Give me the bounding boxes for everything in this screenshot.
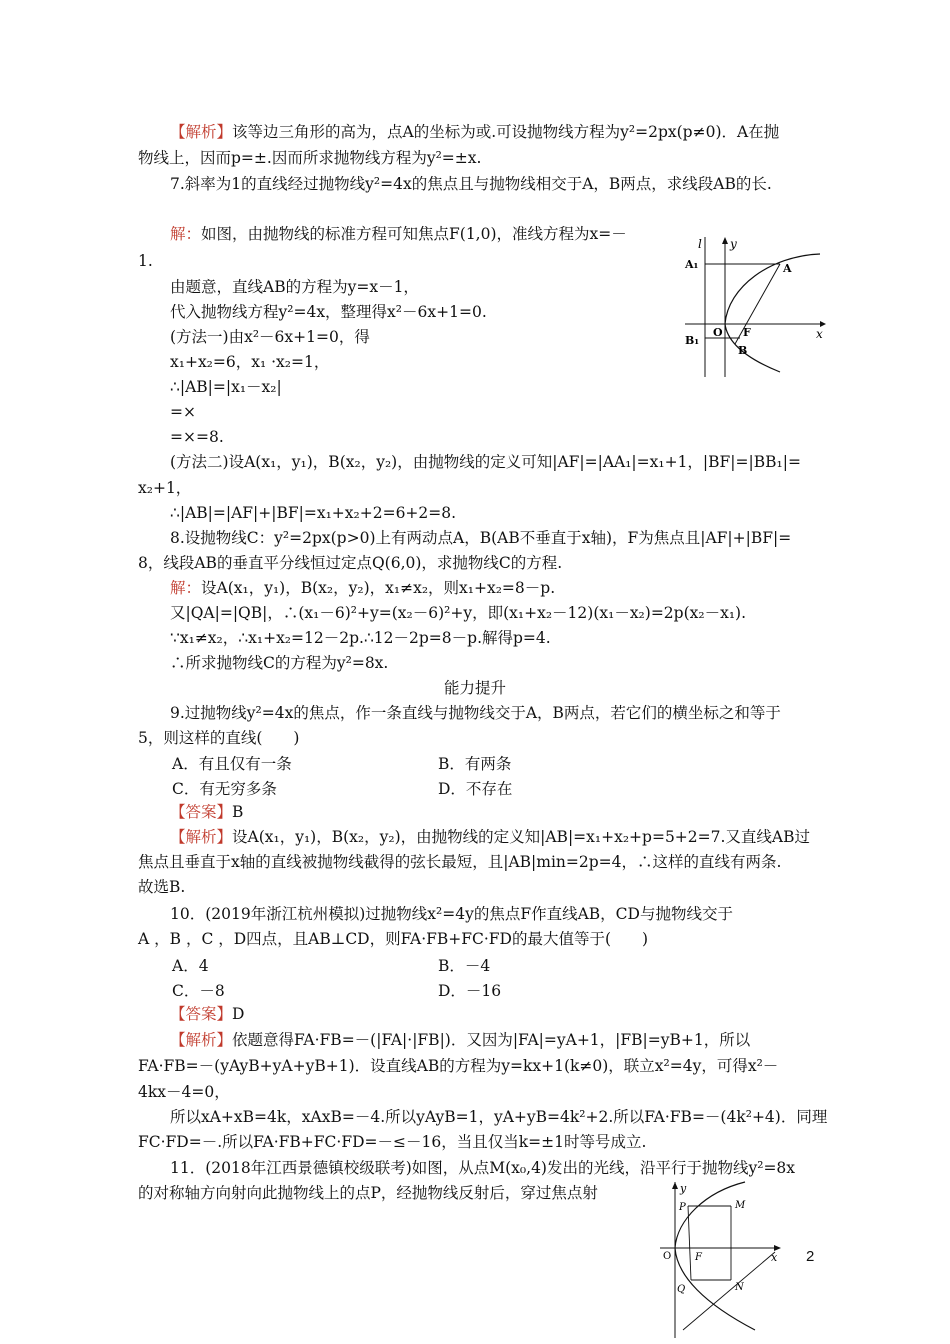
label-b: B [738, 344, 748, 357]
label-q: Q [677, 1284, 686, 1295]
problem-10 [170, 904, 733, 924]
text-line [170, 827, 810, 847]
text-line [170, 603, 746, 623]
line-text: =×=8. [170, 428, 224, 446]
label-b1: B₁ [685, 334, 700, 347]
text-line [138, 553, 562, 573]
text-line [170, 224, 627, 244]
line-text: (方法一)由x²－6x+1=0，得 [170, 328, 370, 346]
line-text: 所以xA+xB=4k，xAxB=－4.所以yAyB=1，yA+yB=4k²+2.所以FA·FB=－(4k²+4)．同理 [170, 1108, 828, 1126]
problem-9 [170, 703, 781, 723]
label-p: P [679, 1202, 686, 1213]
label-f: F [695, 1252, 702, 1263]
text-line [138, 1183, 598, 1203]
line-text: 10．(2019年浙江杭州模拟)过抛物线x²=4y的焦点F作直线AB，CD与抛物线交于 [170, 905, 733, 923]
analysis-tag: 【解析】 [170, 123, 233, 141]
option-c: C．－8 [172, 982, 225, 1000]
text-line [170, 402, 196, 422]
text-line [170, 578, 555, 598]
line-text: x₂+1， [138, 479, 192, 497]
text-line [170, 628, 551, 648]
text-line [170, 427, 224, 447]
problem-8 [170, 528, 791, 548]
text-line [138, 251, 153, 271]
line-text: FC·FD=－.所以FA·FB+FC·FD=－≤－16，当且仅当k=±1时等号成立. [138, 1133, 647, 1151]
line-text: x₁+x₂=6，x₁ ·x₂=1， [170, 353, 330, 371]
option-b: B．有两条 [438, 755, 512, 773]
section-heading [0, 678, 950, 698]
line-text: 焦点且垂直于x轴的直线被抛物线截得的弦长最短，且|AB|min=2p=4，∴这样的直线有两条. [138, 853, 782, 871]
answer-line [170, 1004, 244, 1024]
line-text: 物线上，因而p=±.因而所求抛物线方程为y²=±x. [138, 149, 482, 167]
line-text: 该等边三角形的高为，点A的坐标为或.可设抛物线方程为y²=2px(p≠0)．A在抛 [232, 123, 780, 141]
line-text: B [232, 803, 244, 821]
text-line [170, 1107, 827, 1127]
line-text: D [232, 1005, 245, 1023]
analysis-tag: 【解析】 [170, 828, 233, 846]
text-line [138, 1132, 646, 1152]
option-c: C．有无穷多条 [172, 780, 277, 798]
line-text: =× [170, 403, 196, 421]
line-text: 由题意，直线AB的方程为y=x－1， [170, 278, 419, 296]
page-number: 2 [806, 1248, 815, 1265]
option-b: B．－4 [438, 957, 491, 975]
line-text: 11．(2018年江西景德镇校级联考)如图，从点M(x₀,4)发出的光线，沿平行于抛物线y²=8x [170, 1159, 796, 1177]
line-text: 4kx－4=0， [138, 1083, 230, 1101]
label-o: O [713, 326, 723, 339]
line-text: ∴|AB|=|x₁－x₂| [170, 378, 282, 396]
line-text: 5，则这样的直线( ) [138, 729, 300, 747]
line-text: 8，线段AB的垂直平分线恒过定点Q(6,0)，求抛物线C的方程. [138, 554, 563, 572]
text-line [138, 929, 648, 949]
line-text: 故选B. [138, 878, 186, 896]
text-line [170, 302, 487, 322]
line-text: 1. [138, 252, 153, 270]
line-text: 又|QA|=|QB|，∴(x₁－6)²+y=(x₂－6)²+y，即(x₁+x₂－12)(x₁－x₂)=2p(x₂－x₁). [170, 604, 747, 622]
line-text: 的对称轴方向射向此抛物线上的点P，经抛物线反射后，穿过焦点射 [138, 1184, 598, 1202]
text-line [170, 352, 329, 372]
answer-tag: 【答案】 [170, 803, 233, 821]
line-text: A ，B ，C ，D四点，且AB⊥CD，则FA·FB+FC·FD的最大值等于( ) [138, 930, 649, 948]
problem-7 [170, 174, 772, 194]
text-line [170, 327, 370, 347]
option-a: A．4 [172, 957, 209, 975]
text-line [170, 653, 388, 673]
label-o: O [663, 1251, 672, 1262]
label-a1: A₁ [685, 258, 699, 271]
label-x: x [816, 327, 823, 341]
line-text: 设A(x₁，y₁)，B(x₂，y₂)，由抛物线的定义知|AB|=x₁+x₂+p=5+2=7.又直线AB过 [232, 828, 811, 846]
parabola-figure-1 [680, 232, 830, 382]
analysis-tag: 【解析】 [170, 1031, 233, 1049]
label-a: A [783, 262, 792, 275]
text-line [170, 452, 801, 472]
option-a: A．有且仅有一条 [172, 755, 292, 773]
text-line [170, 377, 282, 397]
text-line [138, 852, 781, 872]
line-text: ∵x₁≠x₂，∴x₁+x₂=12－2p.∴12－2p=8－p.解得p=4. [170, 629, 551, 647]
line-text: ∴|AB|=|AF|+|BF|=x₁+x₂+2=6+2=8. [170, 504, 457, 522]
text-line [170, 503, 456, 523]
label-y: y [730, 237, 737, 251]
text-line [170, 277, 419, 297]
line-text: (方法二)设A(x₁，y₁)，B(x₂，y₂)，由抛物线的定义可知|AF|=|AA₁|=x₁+1，|BF|=|BB₁|= [170, 453, 801, 471]
solution-tag: 解： [170, 579, 202, 597]
text-line [138, 728, 299, 748]
line-text: FA·FB=－(yAyB+yA+yB+1)．设直线AB的方程为y=kx+1(k≠0)，联立x²=4y，可得x²－ [138, 1057, 779, 1075]
line-text: 9.过抛物线y²=4x的焦点，作一条直线与抛物线交于A，B两点，若它们的横坐标之和等于 [170, 704, 781, 722]
line-text: 代入抛物线方程y²=4x，整理得x²－6x+1=0. [170, 303, 487, 321]
text-line [138, 1056, 778, 1076]
line-text: 7.斜率为1的直线经过抛物线y²=4x的焦点且与抛物线相交于A，B两点，求线段AB的长. [170, 175, 772, 193]
line-text: 如图，由抛物线的标准方程可知焦点F(1,0)，准线方程为x=－ [201, 225, 627, 243]
line-text: 8.设抛物线C：y²=2px(p>0)上有两动点A，B(AB不垂直于x轴)，F为焦点且|AF|+|BF|= [170, 529, 792, 547]
label-f: F [743, 326, 751, 339]
text-line [138, 1082, 230, 1102]
label-m: M [735, 1200, 746, 1211]
option-d: D．不存在 [438, 780, 513, 798]
label-y: y [680, 1182, 687, 1195]
parabola-figure-2 [655, 1180, 785, 1340]
text-line [138, 478, 191, 498]
solution-tag: 解： [170, 225, 202, 243]
answer-tag: 【答案】 [170, 1005, 233, 1023]
answer-line [170, 802, 243, 822]
text-line [170, 122, 779, 142]
option-d: D．－16 [438, 982, 502, 1000]
text-line [138, 148, 481, 168]
label-l: l [698, 237, 702, 251]
line-text: 依题意得FA·FB=－(|FA|·|FB|)．又因为|FA|=yA+1，|FB|=yB+1，所以 [232, 1031, 751, 1049]
label-x: x [771, 1251, 778, 1264]
problem-11 [170, 1158, 795, 1178]
text-line [170, 1030, 750, 1050]
line-text: 设A(x₁，y₁)，B(x₂，y₂)，x₁≠x₂，则x₁+x₂=8－p. [201, 579, 556, 597]
line-text: 能力提升 [443, 679, 506, 697]
label-n: N [735, 1282, 744, 1293]
line-text: ∴所求抛物线C的方程为y²=8x. [170, 654, 389, 672]
text-line [138, 877, 185, 897]
